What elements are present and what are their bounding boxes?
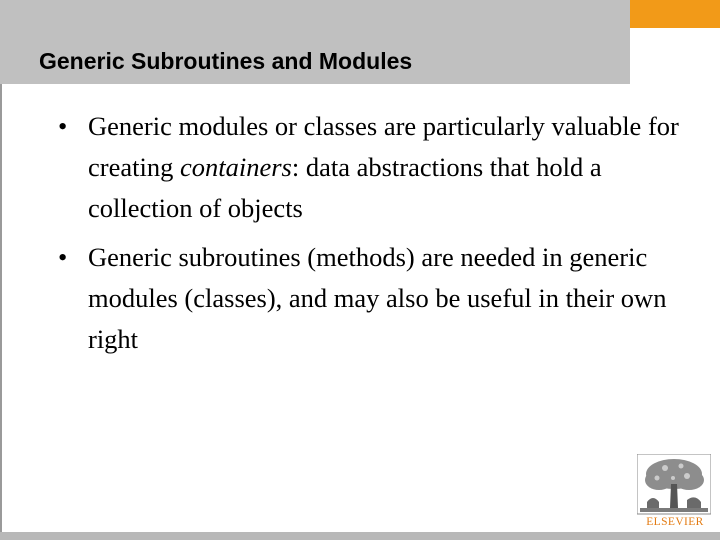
bullet-text: Generic subroutines (methods) are needed in generic modules (classes), and may also be useful in their own right (88, 242, 667, 354)
bullet-marker: • (58, 111, 68, 141)
bullet-text-tail: : data abstractions that hold a collection of objects (88, 152, 602, 223)
bullet-item (58, 237, 698, 360)
bullet-marker: • (58, 242, 68, 272)
bullet-emphasis: containers (179, 152, 292, 182)
slide-title: Generic Subroutines and Modules (39, 48, 413, 74)
accent-block (630, 0, 720, 28)
bullet-text: Generic modules or classes are particularly valuable for creating (88, 111, 679, 182)
bottom-strip (0, 532, 720, 540)
title-bar (0, 0, 630, 84)
elsevier-wordmark: ELSEVIER (646, 516, 704, 528)
bullet-list (58, 106, 698, 368)
bullet-item (58, 106, 698, 229)
